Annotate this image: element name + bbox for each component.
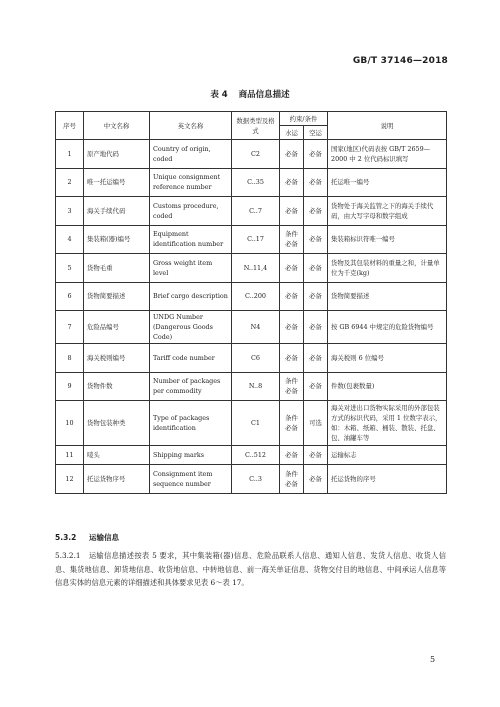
cell-water: 条件必备 — [280, 401, 304, 446]
cell-note: 运输标志 — [328, 446, 447, 465]
cell-en-name: UNDG Number (Dangerous Goods Code) — [150, 311, 232, 344]
cell-note: 托运唯一编号 — [328, 168, 447, 197]
cell-note: 托运货物的序号 — [328, 465, 447, 494]
section-number: 5.3.2 — [55, 533, 77, 542]
col-header-seq: 序号 — [56, 112, 84, 140]
cell-format: C..512 — [232, 446, 280, 465]
table-row — [56, 197, 447, 226]
cell-seq: 10 — [56, 401, 84, 446]
cell-en-name: Type of packages identification — [150, 401, 232, 446]
col-header-constraint: 约束/条件 — [280, 112, 328, 126]
col-header-note: 说明 — [328, 112, 447, 140]
cell-water: 必备 — [280, 282, 304, 311]
cell-cn-name: 货物毛重 — [84, 254, 150, 283]
cell-water: 必备 — [280, 197, 304, 226]
cell-en-name: Number of packages per commodity — [150, 372, 232, 401]
table-row — [56, 311, 447, 344]
cell-cn-name: 货物件数 — [84, 372, 150, 401]
table-row — [56, 225, 447, 254]
cell-water: 必备 — [280, 254, 304, 283]
cell-air: 必备 — [304, 372, 328, 401]
cell-en-name: Equipment identification number — [150, 225, 232, 254]
table-row — [56, 140, 447, 169]
cell-seq: 9 — [56, 372, 84, 401]
cell-water: 条件必备 — [280, 465, 304, 494]
cell-water: 条件必备 — [280, 225, 304, 254]
table-number: 表 4 — [210, 90, 228, 100]
cell-note: 集装箱标识符唯一编号 — [328, 225, 447, 254]
cell-air: 必备 — [304, 225, 328, 254]
cell-air: 可选 — [304, 401, 328, 446]
cell-air: 必备 — [304, 282, 328, 311]
cell-cn-name: 原产地代码 — [84, 140, 150, 169]
cell-en-name: Shipping marks — [150, 446, 232, 465]
cell-note: 海关税则 6 位编号 — [328, 344, 447, 373]
table-title: 商品信息描述 — [238, 90, 290, 100]
page-number: 5 — [430, 655, 436, 664]
cell-seq: 11 — [56, 446, 84, 465]
cell-seq: 7 — [56, 311, 84, 344]
col-header-cn-name: 中文名称 — [84, 112, 150, 140]
col-header-air: 空运 — [304, 126, 328, 140]
cell-note: 按 GB 6944 中规定的危险货物编号 — [328, 311, 447, 344]
cell-format: C..3 — [232, 465, 280, 494]
cell-format: C..7 — [232, 197, 280, 226]
cell-note: 件数(包裹数量) — [328, 372, 447, 401]
product-info-table — [55, 111, 447, 494]
table-row — [56, 401, 447, 446]
cell-en-name: Gross weight item level — [150, 254, 232, 283]
cell-air: 必备 — [304, 446, 328, 465]
cell-note: 货物及其包装材料的重量之和，计量单位为千克(kg) — [328, 254, 447, 283]
cell-cn-name: 海关税则编号 — [84, 344, 150, 373]
cell-seq: 2 — [56, 168, 84, 197]
cell-water: 条件必备 — [280, 372, 304, 401]
cell-en-name: Customs procedure, coded — [150, 197, 232, 226]
cell-format: C6 — [232, 344, 280, 373]
paragraph-number: 5.3.2.1 — [55, 551, 81, 560]
cell-note: 货物简要描述 — [328, 282, 447, 311]
cell-water: 必备 — [280, 168, 304, 197]
cell-seq: 4 — [56, 225, 84, 254]
paragraph-text: 运输信息描述按表 5 要求，其中集装箱(器)信息、危险品联系人信息、通知人信息、发货人信息、收货人信息、集货地信息、卸货地信息、收货地信息、中转地信息、前一海关单证信息、货物交付目的地信息、中间承运人信息等信息实体的信息元素的详细描述和具体要求见表 6～表 17。 — [55, 551, 446, 588]
cell-air: 必备 — [304, 168, 328, 197]
cell-cn-name: 货物简要描述 — [84, 282, 150, 311]
cell-format: C1 — [232, 401, 280, 446]
cell-air: 必备 — [304, 344, 328, 373]
cell-cn-name: 危险品编号 — [84, 311, 150, 344]
cell-air: 必备 — [304, 311, 328, 344]
cell-air: 必备 — [304, 140, 328, 169]
standard-number: GB/T 37146—2018 — [352, 56, 448, 66]
cell-seq: 8 — [56, 344, 84, 373]
cell-cn-name: 集装箱(器)编号 — [84, 225, 150, 254]
section-heading — [55, 532, 119, 543]
cell-cn-name: 唛头 — [84, 446, 150, 465]
table-row — [56, 344, 447, 373]
cell-seq: 1 — [56, 140, 84, 169]
cell-cn-name: 托运货物序号 — [84, 465, 150, 494]
cell-en-name: Brief cargo description — [150, 282, 232, 311]
cell-water: 必备 — [280, 344, 304, 373]
cell-format: C..200 — [232, 282, 280, 311]
cell-format: N..11,4 — [232, 254, 280, 283]
cell-cn-name: 唯一托运编号 — [84, 168, 150, 197]
cell-format: C..35 — [232, 168, 280, 197]
cell-seq: 5 — [56, 254, 84, 283]
table-row — [56, 465, 447, 494]
cell-format: C..17 — [232, 225, 280, 254]
cell-note: 国家(地区)代码表按 GB/T 2659—2000 中 2 位代码标识填写 — [328, 140, 447, 169]
cell-air: 必备 — [304, 254, 328, 283]
table-row — [56, 446, 447, 465]
cell-seq: 12 — [56, 465, 84, 494]
table-row — [56, 254, 447, 283]
cell-seq: 6 — [56, 282, 84, 311]
table-row — [56, 372, 447, 401]
table-caption — [0, 88, 500, 100]
cell-en-name: Tariff code number — [150, 344, 232, 373]
cell-cn-name: 货物包装种类 — [84, 401, 150, 446]
cell-water: 必备 — [280, 140, 304, 169]
cell-note: 货物处于海关监管之下的海关手续代码，由大写字母和数字组成 — [328, 197, 447, 226]
section-title: 运输信息 — [88, 533, 119, 542]
cell-water: 必备 — [280, 311, 304, 344]
cell-cn-name: 海关手续代码 — [84, 197, 150, 226]
table-row — [56, 282, 447, 311]
col-header-format: 数据类型及格式 — [232, 112, 280, 140]
cell-water: 必备 — [280, 446, 304, 465]
table-row — [56, 168, 447, 197]
cell-format: N..8 — [232, 372, 280, 401]
col-header-en-name: 英文名称 — [150, 112, 232, 140]
cell-note: 海关对进出口货物实际采用的外部包装方式的标识代码，采用 1 位数字表示，如：木箱、纸箱、桶装、散装、托盘、包、油罐车等 — [328, 401, 447, 446]
body-paragraph — [55, 549, 446, 590]
cell-en-name: Country of origin, coded — [150, 140, 232, 169]
cell-format: N4 — [232, 311, 280, 344]
cell-air: 必备 — [304, 197, 328, 226]
cell-en-name: Consignment item sequence number — [150, 465, 232, 494]
cell-format: C2 — [232, 140, 280, 169]
cell-en-name: Unique consignment reference number — [150, 168, 232, 197]
col-header-water: 水运 — [280, 126, 304, 140]
cell-seq: 3 — [56, 197, 84, 226]
cell-air: 必备 — [304, 465, 328, 494]
